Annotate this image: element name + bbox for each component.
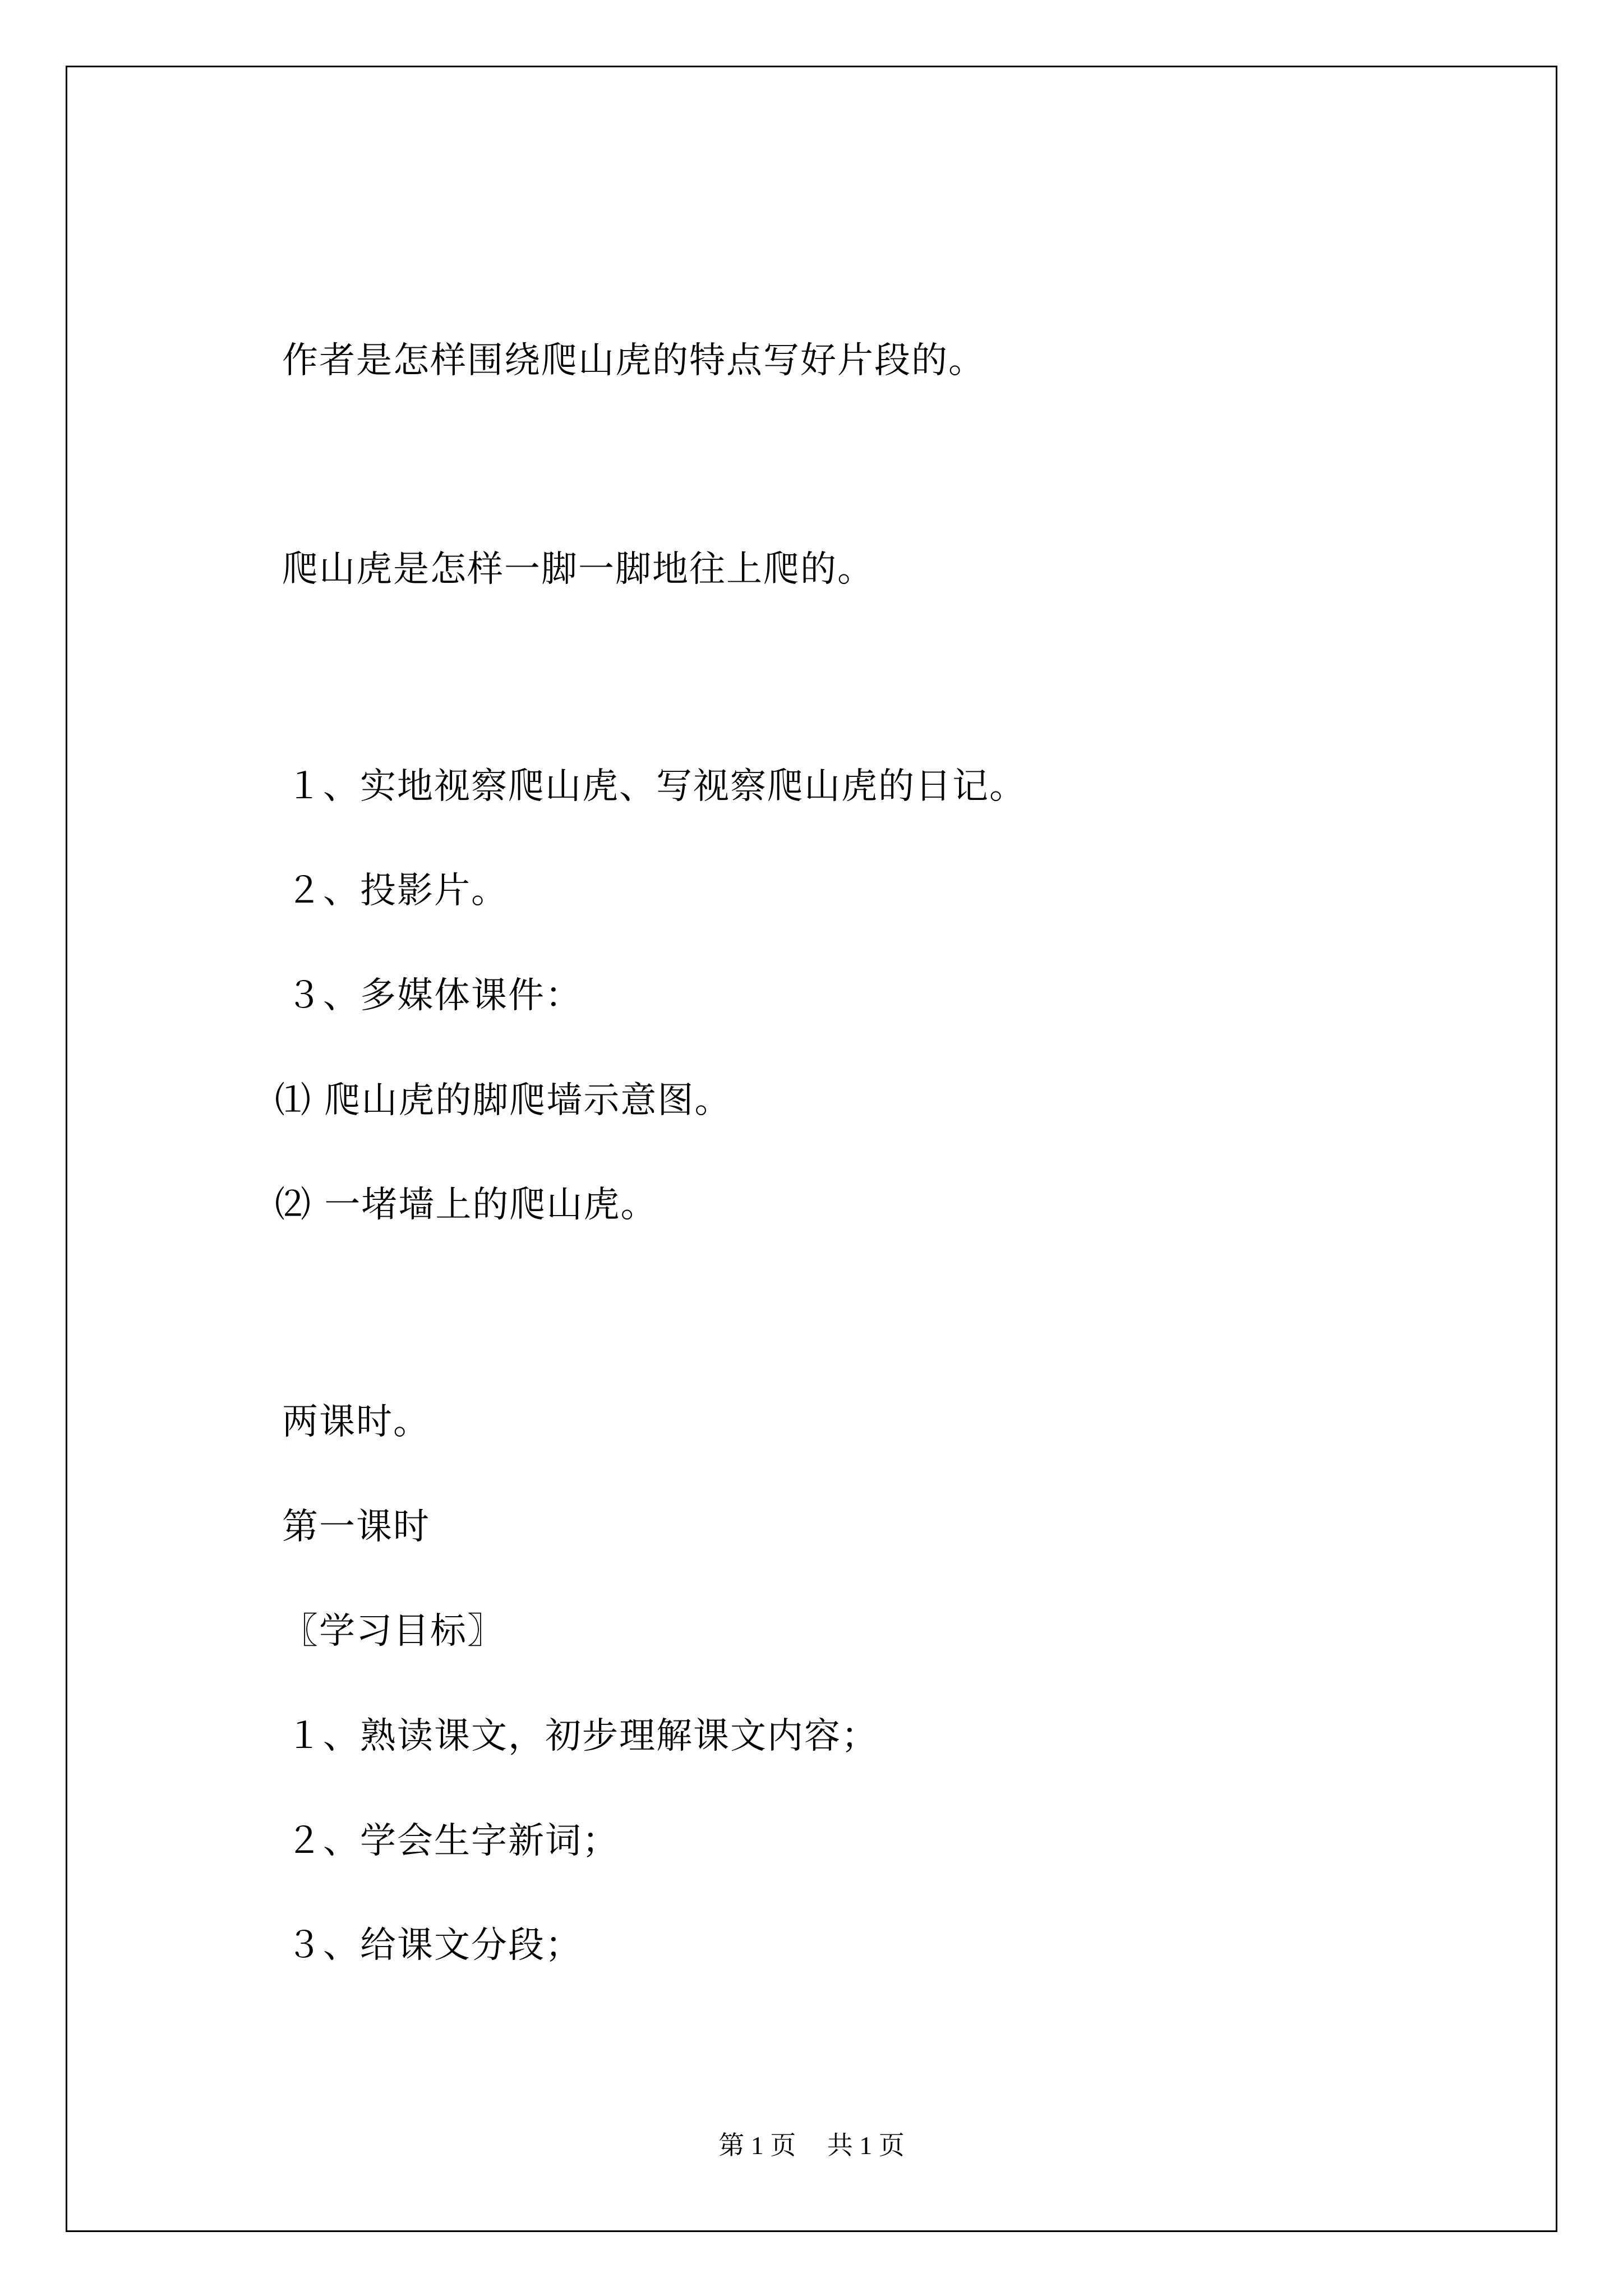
list-item-3: ３、多媒体课件： [286, 975, 582, 1016]
page-number-current: 第 1 页 [718, 2131, 796, 2160]
goal-item-2: ２、学会生字新词； [286, 1820, 619, 1862]
subsection-heading: 〖学习目标〗 [282, 1611, 504, 1652]
sub-item-2: ⑵ 一堵墙上的爬山虎。 [275, 1184, 658, 1226]
text-line-2: 爬山虎是怎样一脚一脚地往上爬的。 [282, 549, 874, 590]
text-line-3: 两课时。 [282, 1401, 430, 1443]
section-heading: 第一课时 [282, 1506, 430, 1548]
page-number-total: 共 1 页 [827, 2131, 905, 2160]
list-item-1: １、实地视察爬山虎、写视察爬山虎的日记。 [286, 766, 1026, 807]
goal-item-3: ３、给课文分段； [286, 1925, 582, 1966]
list-item-2: ２、投影片。 [286, 870, 508, 912]
text-line-1: 作者是怎样围绕爬山虎的特点写好片段的。 [282, 340, 985, 381]
goal-item-1: １、熟读课文，初步理解课文内容； [286, 1715, 878, 1757]
page-border [66, 66, 1557, 2232]
page-footer [0, 2129, 1623, 2162]
sub-item-1: ⑴ 爬山虎的脚爬墙示意图。 [275, 1080, 732, 1121]
